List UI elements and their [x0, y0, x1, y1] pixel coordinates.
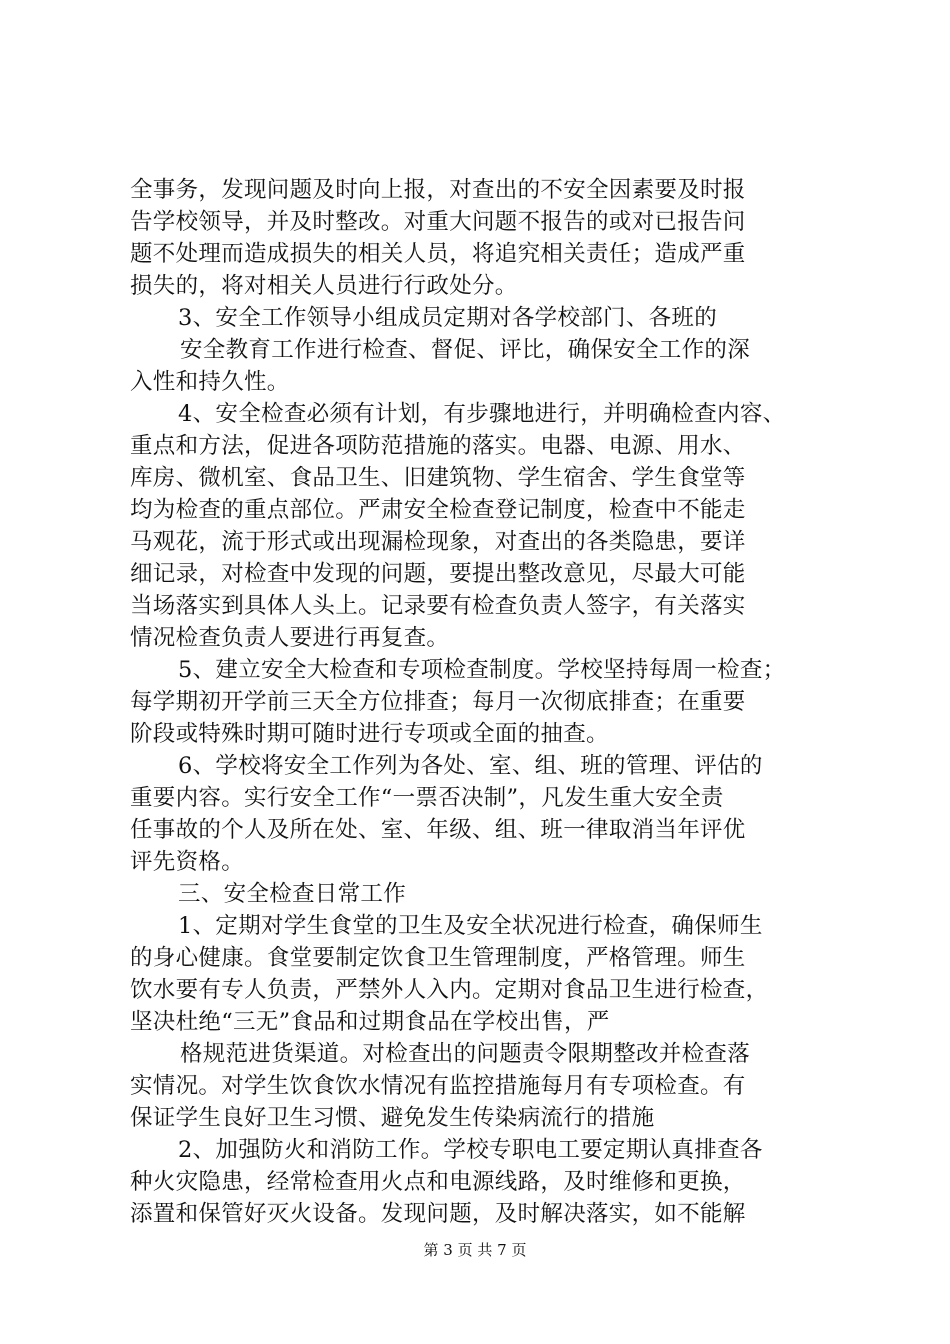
body-text-line: 入性和持久性。: [130, 369, 290, 395]
body-text-line: 评先资格。: [130, 849, 245, 875]
body-text-line: 阶段或特殊时期可随时进行专项或全面的抽查。: [130, 721, 609, 747]
body-text-line: 饮水要有专人负责，严禁外人入内。定期对食品卫生进行检查，: [130, 977, 769, 1003]
paragraph-start-line: 6、学校将安全工作列为各处、室、组、班的管理、评估的: [178, 753, 763, 779]
body-text-line: 每学期初开学前三天全方位排查；每月一次彻底排查；在重要: [130, 689, 746, 715]
body-text-line: 马观花，流于形式或出现漏检现象，对查出的各类隐患，要详: [130, 529, 746, 555]
body-text-line: 添置和保管好灭火设备。发现问题，及时解决落实，如不能解: [130, 1201, 746, 1227]
body-text-line: 损失的，将对相关人员进行行政处分。: [130, 273, 518, 299]
body-text-line: 保证学生良好卫生习惯、避免发生传染病流行的措施: [130, 1105, 655, 1131]
body-text-line: 安全教育工作进行检查、督促、评比，确保安全工作的深: [180, 337, 751, 363]
body-text-line: 实情况。对学生饮食饮水情况有监控措施每月有专项检查。有: [130, 1073, 746, 1099]
body-text-line: 的身心健康。食堂要制定饮食卫生管理制度，严格管理。师生: [130, 945, 746, 971]
body-text-line: 情况检查负责人要进行再复查。: [130, 625, 450, 651]
body-text-line: 格规范进货渠道。对检查出的问题责令限期整改并检查落: [180, 1041, 751, 1067]
paragraph-start-line: 4、安全检查必须有计划，有步骤地进行，并明确检查内容、: [178, 401, 786, 427]
paragraph-start-line: 5、建立安全大检查和专项检查制度。学校坚持每周一检查；: [178, 657, 786, 683]
body-text-line: 题不处理而造成损失的相关人员，将追究相关责任；造成严重: [130, 241, 746, 267]
body-text-line: 种火灾隐患，经常检查用火点和电源线路，及时维修和更换，: [130, 1169, 746, 1195]
section-heading: 三、安全检查日常工作: [178, 881, 407, 907]
body-text-line: 当场落实到具体人头上。记录要有检查负责人签字，有关落实: [130, 593, 746, 619]
body-text-line: 全事务，发现问题及时向上报，对查出的不安全因素要及时报: [130, 177, 746, 203]
paragraph-start-line: 1、定期对学生食堂的卫生及安全状况进行检查，确保师生: [178, 913, 763, 939]
body-text-line: 均为检查的重点部位。严肃安全检查登记制度，检查中不能走: [130, 497, 746, 523]
body-text-line: 重点和方法，促进各项防范措施的落实。电器、电源、用水、: [130, 433, 746, 459]
body-text-line: 任事故的个人及所在处、室、年级、组、班一律取消当年评优: [130, 817, 746, 843]
paragraph-start-line: 3、安全工作领导小组成员定期对各学校部门、各班的: [178, 305, 718, 331]
body-text-line: 细记录，对检查中发现的问题，要提出整改意见，尽最大可能: [130, 561, 746, 587]
body-text-line: 告学校领导，并及时整改。对重大问题不报告的或对已报告问: [130, 209, 746, 235]
body-text-line: 坚决杜绝“三无”食品和过期食品在学校出售，严: [130, 1009, 610, 1035]
body-text-line: 重要内容。实行安全工作“一票否决制”，凡发生重大安全责: [130, 785, 724, 811]
page-number-footer: 第 3 页 共 7 页: [423, 1241, 527, 1259]
body-text-line: 库房、微机室、食品卫生、旧建筑物、学生宿舍、学生食堂等: [130, 465, 746, 491]
paragraph-start-line: 2、加强防火和消防工作。学校专职电工要定期认真排查各: [178, 1137, 763, 1163]
